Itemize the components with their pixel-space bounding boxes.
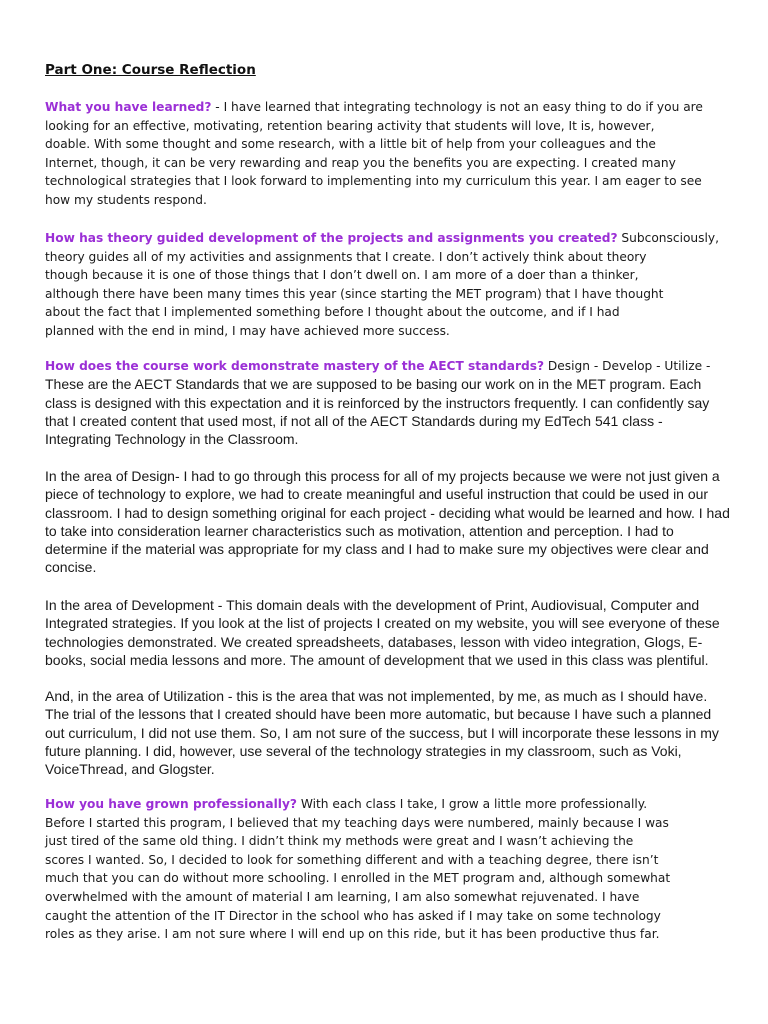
text-line: about the fact that I implemented something before I thought about the outcome, and if I had [45,305,620,320]
paragraph-aect [45,356,735,448]
text-line: though because it is one of those things that I don’t dwell on. I am more of a doer than a thinker, [45,268,639,283]
text-line: Before I started this program, I believed that my teaching days were numbered, mainly because I was [45,815,669,830]
text-line: class is designed with this expectation and it is reinforced by the instructors frequently. I can confidently say [45,394,710,411]
text-line: VoiceThread, and Glogster. [45,761,215,778]
text-line: And, in the area of Utilization - this is the area that was not implemented, by me, as much as I should have. [45,688,708,704]
paragraph-utilization [45,687,735,778]
paragraph-what-learned [45,98,735,210]
text-line: piece of technology to explore, we had to create meaningful and useful instruction that could be used in our [45,486,709,503]
text-line: out curriculum, I did not use them. So, I am not sure of the success, but I will incorporate these lessons in my [45,724,719,741]
question-aect: How does the course work demonstrate mastery of the AECT standards? [45,359,545,373]
text-line: that I created content that used most, if not all of the AECT Standards during my EdTech 541 class - [45,412,663,429]
question-grown: How you have grown professionally? [45,797,297,811]
text-line: although there have been many times this year (since starting the MET program) that I have thought [45,286,664,301]
text-line: technologies demonstrated. We created spreadsheets, databases, lesson with video integration, Glogs, E- [45,633,703,650]
text-line: In the area of Design- I had to go through this process for all of my projects because we were not just given a [45,468,720,484]
text-line: future planning. I did, however, use several of the technology strategies in my classroom, such as Voki, [45,742,682,759]
text-line: These are the AECT Standards that we are supposed to be basing our work on in the MET program. Each [45,376,702,393]
text-line: The trial of the lessons that I created should have been more automatic, but because I have such a planned [45,706,712,723]
text-line: Internet, though, it can be very rewarding and reap you the benefits you are expecting. I created many [45,155,676,170]
question-what-learned: What you have learned? [45,100,212,114]
paragraph-design [45,467,735,577]
text-line: books, social media lessons and more. The amount of development that we used in this class was plentiful. [45,651,709,668]
text-line: In the area of Development - This domain deals with the development of Print, Audiovisual, Computer and [45,597,700,613]
page-title: Part One: Course Reflection [45,62,256,78]
text-line: scores I wanted. So, I decided to look for something different and with a teaching degree, there isn’t [45,852,659,867]
text-line: looking for an effective, motivating, retention bearing activity that students will love, It is, however, [45,118,655,133]
text-line: classroom. I had to design something original for each project - deciding what would be learned and how. I had [45,504,730,521]
text-line: overwhelmed with the amount of material I am learning, I am also somewhat rejuvenated. I have [45,889,640,904]
text-line: caught the attention of the IT Director in the school who has asked if I may take on some technology [45,908,661,923]
text-line: much that you can do without more schooling. I enrolled in the MET program and, although somewhat [45,871,671,886]
question-theory: How has theory guided development of the projects and assignments you created? [45,231,618,245]
text-line: Subconsciously, [617,231,719,245]
text-line: planned with the end in mind, I may have achieved more success. [45,323,450,338]
text-line: technological strategies that I look forward to implementing into my curriculum this year. I am eager to see [45,174,702,189]
text-line: - I have learned that integrating technology is not an easy thing to do if you are [211,100,703,114]
paragraph-grown [45,795,735,944]
text-line: Integrating Technology in the Classroom. [45,431,299,448]
text-line: Design - Develop - Utilize - [544,359,711,373]
text-line: concise. [45,559,97,576]
text-line: theory guides all of my activities and assignments that I create. I don’t actively think about theory [45,249,647,264]
text-line: roles as they arise. I am not sure where I will end up on this ride, but it has been productive thus far. [45,927,660,942]
text-line: Integrated strategies. If you look at the list of projects I created on my website, you will see everyone of these [45,615,720,632]
text-line: determine if the material was appropriate for my class and I had to make sure my objectives were clear and [45,541,709,558]
text-line: how my students respond. [45,192,207,207]
text-line: to take into consideration learner characteristics such as motivation, attention and perception. I had to [45,522,674,539]
text-line: doable. With some thought and some research, with a little bit of help from your colleagues and the [45,137,656,152]
text-line: just tired of the same old thing. I didn’t think my methods were great and I wasn’t achieving the [45,834,634,849]
paragraph-theory [45,229,735,341]
paragraph-development [45,596,735,669]
text-line: With each class I take, I grow a little more professionally. [296,797,648,811]
